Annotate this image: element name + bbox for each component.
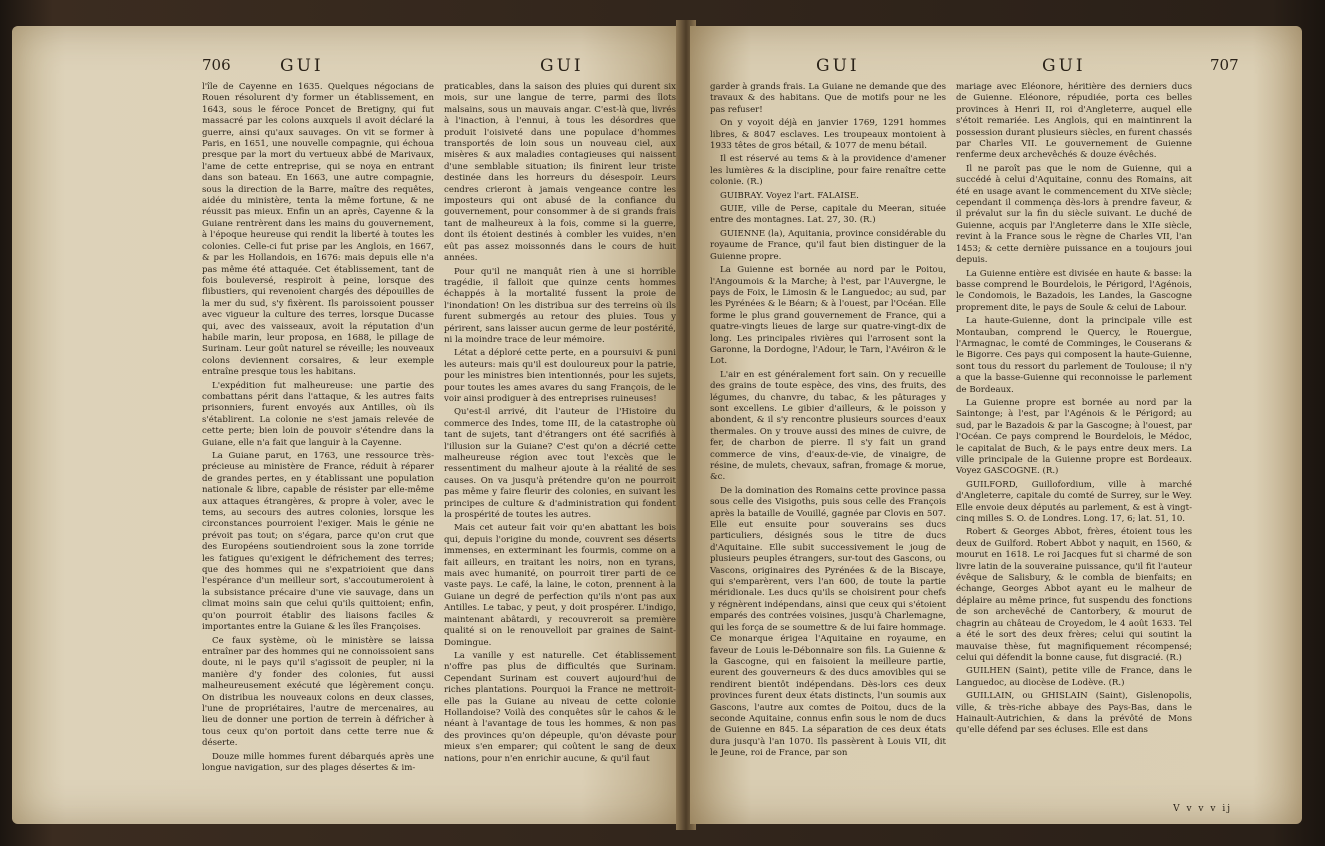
running-head-right: GUI <box>1042 56 1086 76</box>
paragraph: La haute-Guienne, dont la principale ville est Montauban, comprend le Quercy, le Rouergue, l'Armagnac, le comté de Comminges, le Couserans & le Bigorre. Ces pays qui composent la haute-Guienne, sont tous du ressort du parlement de Toulouse; il n'y a que la basse-Guienne qui reconnoisse le parlement de Bordeaux. <box>956 316 1192 395</box>
paragraph: Pour qu'il ne manquât rien à une si horrible tragédie, il falloit que quinze cents hommes échappés à la mortalité fussent la proie de l'inondation! On les distribua sur des terreins où ils furent submergés au retour des pluies. Tous y périrent, sans laisser aucun germe de leur postérité, ni la moindre trace de leur mémoire. <box>444 266 676 345</box>
paragraph: mariage avec Eléonore, héritière des derniers ducs de Guienne. Eléonore, répudiée, porta ces belles provinces à Henri II, roi d'Angleterre, auquel elle s'étoit remariée. Les Anglois, qui en maintinrent la possession durant plusieurs siècles, en furent chassés par Charles VII. Le gouvernement de Guienne renferme deux archevêchés & douze évêchés. <box>956 82 1192 161</box>
page-number: 706 <box>202 56 231 74</box>
paragraph: On y voyoit déjà en janvier 1769, 1291 hommes libres, & 8047 esclaves. Les troupeaux montoient à 1933 têtes de gros bétail, & 1077 de menu bétail. <box>710 118 946 152</box>
paragraph: L'expédition fut malheureuse: une partie des combattans périt dans l'attaque, & les autres faits prisonniers, furent envoyés aux Antilles, où ils s'établirent. La colonie ne s'est jamais relevée de cette perte; bien loin de pouvoir s'étendre dans la Guiane, elle n'a fait que languir à la Cayenne. <box>202 380 434 448</box>
paragraph: GUIE, ville de Perse, capitale du Meeran, située entre des montagnes. Lat. 27, 30. (R.) <box>710 204 946 226</box>
paragraph: garder à grands frais. La Guiane ne demande que des travaux & des habitans. Que de motifs pour ne les pas refuser! <box>710 82 946 115</box>
signature-mark: V v v v ij <box>1173 804 1232 814</box>
paragraph: Il est réservé au tems & à la providence d'amener les lumières & la discipline, pour faire renaître cette colonie. (R.) <box>710 154 946 188</box>
paragraph: GUIENNE (la), Aquitania, province considérable du royaume de France, qu'il faut bien distinguer de la Guienne propre. <box>710 228 946 262</box>
paragraph: La Guienne entière est divisée en haute & basse: la basse comprend le Bourdelois, le Périgord, l'Agénois, le Condomois, le Bazadois, les Landes, la Gascogne proprement dite, le pays de Soule & celui de Labour. <box>956 268 1192 313</box>
paragraph: GUILHEN (Saint), petite ville de France, dans le Languedoc, au diocèse de Lodève. (R.) <box>956 666 1192 688</box>
paragraph: La Guienne est bornée au nord par le Poitou, l'Angoumois & la Marche; à l'est, par l'Auvergne, le pays de Foix, le Limosin & le Languedoc; au sud, par les Pyrénées & le Béarn; & à l'ouest, par l'Océan. Elle forme le plus grand gouvernement de France, qui a quatre-vingts lieues de large sur quatre-vingt-dix de long. Les principales rivières qui l'arrosent sont la Garonne, la Dordogne, l'Adour, le Tarn, l'Avéiron & le Lot. <box>710 265 946 367</box>
paragraph: Qu'est-il arrivé, dit l'auteur de l'Histoire du commerce des Indes, tome III, de la catastrophe où tant de sujets, tant d'étrangers ont été sacrifiés à l'illusion sur la Guiane? C'est qu'on a décrié cette malheureuse région avec tout l'excès que le ressentiment du malheur ajoute à la réalité de ses causes. On va jusqu'à prétendre qu'on ne pourroit pas même y faire fleurir des colonies, en suivant les principes de culture & d'administration qui fondent la prospérité de toutes les autres. <box>444 407 676 521</box>
paragraph: praticables, dans la saison des pluies qui durent six mois, sur une langue de terre, parmi des îlots malsains, sous un mauvais angar. C'est-là que, livrés à l'inaction, à l'ennui, à tous les désordres que produit l'oisiveté dans une populace d'hommes transportés de loin sous un nouveau ciel, aux misères & aux maladies contagieuses qui naissent d'une semblable situation; ils finirent leur triste destinée dans les horreurs du désespoir. Leurs cendres crieront à jamais vengeance contre les imposteurs qui ont abusé de la confiance du gouvernement, pour consommer à de si grands frais tant de malheureux à la fois, comme si la guerre, dont ils étoient destinés à combler les vuides, n'en eût pas assez moissonnés dans le cours de huit années. <box>444 82 676 264</box>
paragraph: GUIBRAY. Voyez l'art. FALAISE. <box>720 190 859 201</box>
paragraph: Robert & Georges Abbot, frères, étoient tous les deux de Guilford. Robert Abbot y naquit, en 1560, & mourut en 1618. Le roi Jacques fut si charmé de son livre latin de la souveraine puissance, qu'il fit l'auteur évêque de Salisbury, & le combla de bienfaits; en échange, Georges Abbot ayant eu le malheur de déplaire au même prince, fut suspendu des fonctions de son archevêché de Cantorbery, & mourut de chagrin au château de Croyedom, le 4 août 1633. Tel a été le sort des deux frères; celui qui soutint la mauvaise thèse, fut magnifiquement récompensé; celui qui défendit la bonne cause, fut disgracié. (R.) <box>956 527 1192 663</box>
text-column-1 <box>202 82 434 776</box>
paragraph: L'air en est généralement fort sain. On y recueille des grains de toute espèce, des vins, des fruits, des légumes, du chanvre, du tabac, & les pâturages y sont excellens. Le gibier d'ailleurs, & le poisson y abondent, & il s'y rencontre plusieurs sources d'eaux thermales. On y trouve aussi des mines de cuivre, de fer, de charbon de pierre. Il s'y fait un grand commerce de vins, d'eaux-de-vie, de vinaigre, de résine, de mulets, chevaux, safran, fromage & morue, &c. <box>710 369 946 483</box>
running-head-right: GUI <box>540 56 584 76</box>
running-head-left: GUI <box>816 56 860 76</box>
paragraph: Douze mille hommes furent débarqués après une longue navigation, sur des plages désertes & im- <box>202 751 434 773</box>
paragraph: Létat a déploré cette perte, en a poursuivi & puni les auteurs: mais qu'il est douloureux pour la patrie, pour les ministres bien intentionnés, pour les sujets, pour toutes les ames avares du sang François, de le voir ainsi prodiguer à des entreprises ruineuses! <box>444 348 676 404</box>
paragraph: Mais cet auteur fait voir qu'en abattant les bois qui, depuis l'origine du monde, couvrent ses déserts immenses, en exterminant les fourmis, comme on a fait ailleurs, en traitant les noirs, non en tyrans, mais avec humanité, on pourroit tirer parti de ce vaste pays. Le café, la laine, le coton, prennent à la Guiane un degré de perfection qu'ils n'ont pas aux Antilles. Le tabac, y peut, y doit prospérer. L'indigo, maintenant abâtardi, y recouvreroit sa première qualité si on le renouvelloit par graines de Saint-Domingue. <box>444 523 676 648</box>
page-number: 707 <box>1210 56 1239 74</box>
text-column-2 <box>444 82 676 767</box>
paragraph: La vanille y est naturelle. Cet établissement n'offre pas plus de difficultés que Surinam. Cependant Surinam est couvert aujourd'hui de riches plantations. Pourquoi la France ne mettroit-elle pas la Guiane au niveau de cette colonie Hollandoise? Voilà des conquêtes sûr le cahos & le néant à l'avantage de tous les hommes, & non pas des provinces qu'on dépeuple, qu'on dévaste pour mieux s'en emparer; qui coûtent le sang de deux nations, pour n'en enrichir aucune, & qu'il faut <box>444 650 676 764</box>
paragraph: De la domination des Romains cette province passa sous celle des Visigoths, puis sous celle des François après la bataille de Vouillé, gagnée par Clovis en 507. Elle eut ensuite pour souverains ses ducs particuliers, désignés sous le titre de ducs d'Aquitaine. Elle subit successivement le joug de plusieurs peuples étrangers, sur-tout des Gascons, ou Vascons, originaires des Pyrénées & de la Biscaye, qui s'emparèrent, vers l'an 600, de toute la partie méridionale. Les ducs qu'ils se choisirent pour chefs y régnèrent indépendans, ainsi que ceux qui s'étoient emparés des contrées voisines, jusqu'à Charlemagne, qui les força de se soumettre & de lui faire hommage. Ce monarque érigea l'Aquitaine en royaume, en faveur de Louis le-Débonnaire son fils. La Guienne & la Gascogne, qui en faisoient la meilleure partie, eurent des gouverneurs & des ducs amovibles qui se rendirent bientôt indépendans. Dès-lors ces deux provinces furent deux états distincts, l'un soumis aux Gascons, l'autre aux comtes de Poitou, ducs de la seconde Aquitaine, connus enfin sous le nom de ducs de Guienne en 845. La séparation de ces deux états dura jusqu'à l'an 1070. Ils passèrent à Louis VII, dit le Jeune, roi de France, par son <box>710 485 946 759</box>
text-column-2 <box>956 82 1192 739</box>
text-column-1 <box>710 82 946 762</box>
paragraph: l'île de Cayenne en 1635. Quelques négocians de Rouen résolurent d'y former un établissement, en 1643, sous le féroce Poncet de Bretigny, qui fut massacré par les colons auxquels il avoit déclaré la guerre, ainsi qu'aux sauvages. On vit se former à Paris, en 1651, une nouvelle compagnie, qui échoua presque par la mort du vertueux abbé de Marivaux, l'ame de cette entreprise, qui se noya en entrant dans son bateau. En 1663, une autre compagnie, sous la direction de la Barre, maître des requêtes, aidée du ministère, tenta la même fortune, & ne réussit pas mieux. Enfin un an après, Cayenne & la Guiane rentrèrent dans les mains du gouvernement, à l'époque heureuse qui rendit la liberté à toutes les colonies. Celle-ci fut prise par les Anglois, en 1667, & par les Hollandois, en 1676: mais depuis elle n'a pas même été attaquée. Cet établissement, tant de fois bouleversé, respiroit à peine, lorsque des flibustiers, qui revenoient chargés des dépouilles de la mer du sud, s'y fixèrent. Ils paroissoient pousser avec vigueur la culture des terres, lorsque Ducasse qui, avec des vaisseaux, avoit la réputation d'un habile marin, leur proposa, en 1688, le pillage de Surinam. Leur goût naturel se réveille; les nouveaux colons deviennent corsaires, & leur exemple entraîne presque tous les habitans. <box>202 82 434 378</box>
paragraph: GUILLAIN, ou GHISLAIN (Saint), Gislenopolis, ville, & très-riche abbaye des Pays-Bas, dans le Hainault-Autrichien, & dans la prévôté de Mons qu'elle défend par ses écluses. Elle est dans <box>956 691 1192 736</box>
paragraph: La Guiane parut, en 1763, une ressource très-précieuse au ministère de France, réduit à réparer de grandes pertes, en y établissant une population nationale & libre, capable de résister par elle-même aux attaques étrangères, & propre à voler, avec le tems, au secours des autres colonies, lorsque les circonstances pourroient l'exiger. Mais le génie ne prévoit pas tout; on s'égara, parce qu'on crut que des Européens soutiendroient sous la zone torride les fatigues qu'exigent le défrichement des terres; que des hommes qui ne s'expatrioient que dans l'espérance d'un meilleur sort, s'accoutumeroient à la subsistance précaire d'une vie sauvage, dans un climat moins sain que celui qu'ils quittoient; enfin, qu'on pourroit établir des liaisons faciles & importantes entre la Guiane & les îles Françoises. <box>202 451 434 633</box>
right-page <box>690 26 1302 824</box>
paragraph: La Guienne propre est bornée au nord par la Saintonge; à l'est, par l'Agénois & le Périgord; au sud, par le Bazadois & par la Gascogne; à l'ouest, par l'Océan. Ce pays comprend le Bourdelois, le Médoc, le capitalat de Buch, & le pays entre deux mers. La ville principale de la Guienne propre est Bordeaux. Voyez GASCOGNE. (R.) <box>956 397 1192 477</box>
running-head-left: GUI <box>280 56 324 76</box>
left-page <box>12 26 682 824</box>
paragraph: Ce faux système, où le ministère se laissa entraîner par des hommes qui ne connoissoient sans doute, ni le pays qu'il s'agissoit de peupler, ni la manière d'y fonder des colonies, fut aussi malheureusement exécuté que légèrement conçu. On distribua les nouveaux colons en deux classes, l'une de propriétaires, l'autre de mercenaires, au lieu de donner une portion de terrein à défricher à tous ceux qu'on portoit dans cette terre nue & déserte. <box>202 635 434 749</box>
paragraph: GUILFORD, Guillofordium, ville à marché d'Angleterre, capitale du comté de Surrey, sur le Wey. Elle envoie deux députés au parlement, & est à vingt-cinq milles S. O. de Londres. Long. 17, 6; lat. 51, 10. <box>956 479 1192 525</box>
paragraph: Il ne paroît pas que le nom de Guienne, qui a succédé à celui d'Aquitaine, connu des Romains, ait été en usage avant le commencement du XIVe siècle; cependant il commença dès-lors à prendre faveur, & il prévalut sur la fin du siècle suivant. Le duché de Guienne, acquis par l'Angleterre dans le XIIe siècle, revint à la France sous le règne de Charles VII, l'an 1453; & cette dernière puissance en a toujours joui depuis. <box>956 163 1192 266</box>
